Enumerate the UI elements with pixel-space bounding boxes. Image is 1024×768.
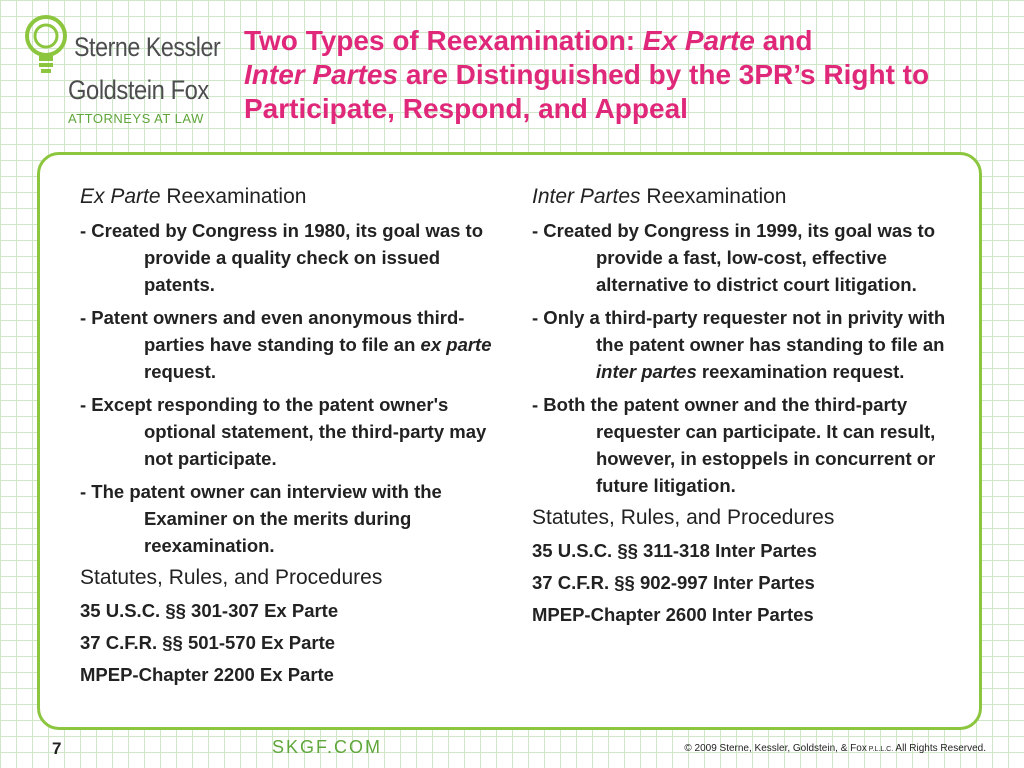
lightbulb-icon [24,14,70,74]
inter-partes-column [532,185,952,635]
logo-line-1: Sterne Kessler [74,32,221,62]
statute-ref: 37 C.F.R. §§ 902-997 Inter Partes [532,572,815,593]
bullet-item: - Created by Congress in 1980, its goal was to provide a quality check on issued patents. [80,220,484,295]
bullet-item: - Only a third-party requester not in privity with the patent owner has standing to file an inter partes reexamination request. [532,307,946,382]
copyright-notice: © 2009 Sterne, Kessler, Goldstein, & Fox P.L.L.C. All Rights Reserved. [684,743,986,754]
logo-line-2: Goldstein Fox [68,75,209,105]
logo-tagline: ATTORNEYS AT LAW [68,111,204,126]
ex-parte-heading: Ex Parte Reexamination [80,185,307,208]
statute-ref: MPEP-Chapter 2600 Inter Partes [532,604,814,625]
bullet-item: - Except responding to the patent owner's optional statement, the third-party may not participate. [80,394,487,469]
ex-parte-column [80,185,500,695]
statute-ref: 35 U.S.C. §§ 311-318 Inter Partes [532,540,817,561]
bullet-item: - Both the patent owner and the third-party requester can participate. It can result, however, in estoppels in concurrent or future litigation. [532,394,936,496]
statute-ref: 37 C.F.R. §§ 501-570 Ex Parte [80,632,336,653]
content-card [37,152,982,730]
website-link[interactable]: SKGF.COM [272,737,383,757]
bullet-item: - Created by Congress in 1999, its goal was to provide a fast, low-cost, effective alternative to district court litigation. [532,220,936,295]
bullet-item: - The patent owner can interview with the Examiner on the merits during reexamination. [80,481,442,556]
statutes-heading: Statutes, Rules, and Procedures [532,506,835,529]
company-logo [24,12,221,132]
page-number: 7 [52,739,62,758]
statutes-heading: Statutes, Rules, and Procedures [80,566,383,589]
statute-ref: 35 U.S.C. §§ 301-307 Ex Parte [80,600,339,621]
bullet-item: - Patent owners and even anonymous third-parties have standing to file an ex parte request. [80,307,492,382]
inter-partes-heading: Inter Partes Reexamination [532,185,787,208]
statute-ref: MPEP-Chapter 2200 Ex Parte [80,664,334,685]
slide-title: Two Types of Reexamination: Ex Parte and Inter Partes are Distinguished by the 3PR’s Right to Participate, Respond, and Appeal [244,25,930,124]
